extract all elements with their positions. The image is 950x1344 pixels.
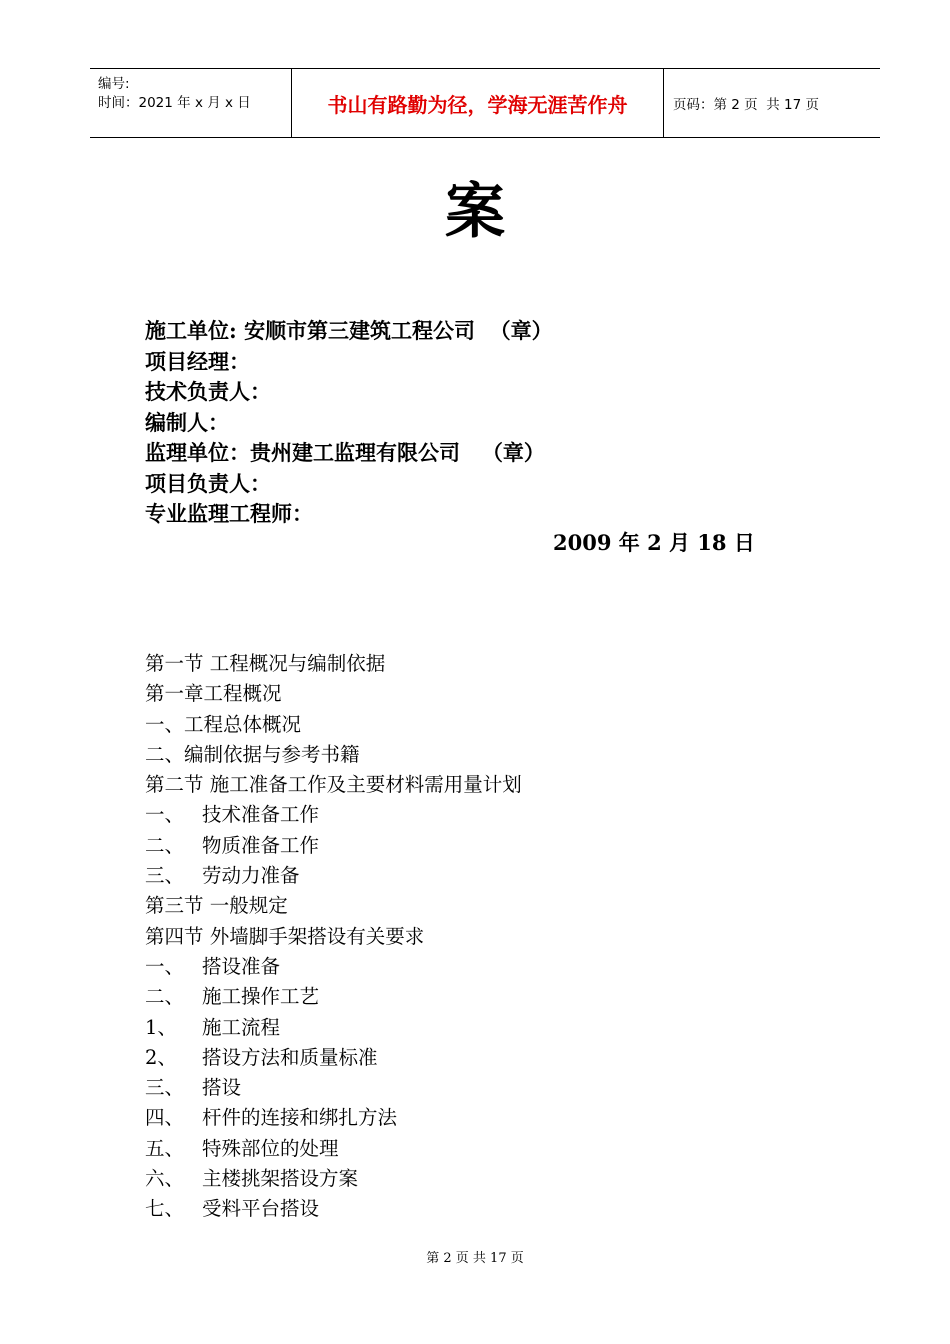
- info-line: 监理单位：贵州建工监理有限公司 （章）: [145, 440, 545, 465]
- info-line: 施工单位: 安顺市第三建筑工程公司 （章）: [145, 318, 553, 343]
- toc-item-text: 劳动力准备: [202, 864, 300, 888]
- toc-item-text: 搭设方法和质量标准: [202, 1045, 378, 1069]
- toc-item: [145, 1043, 522, 1073]
- header-page-info: [664, 69, 880, 137]
- toc-item-number: 二、: [145, 833, 185, 857]
- toc-item: [145, 679, 522, 709]
- toc-item-number: 1、: [145, 1015, 177, 1039]
- toc-item-text: 第二节 施工准备工作及主要材料需用量计划: [145, 773, 522, 797]
- toc-item-text: 受料平台搭设: [202, 1197, 320, 1221]
- header-motto: 书山有路勤为径，学海无涯苦作舟: [291, 69, 664, 137]
- toc-item-number: 二、: [145, 985, 185, 1009]
- title-char: 案: [445, 177, 505, 247]
- toc-item-text: 技术准备工作: [202, 803, 320, 827]
- info-line: 项目负责人：: [145, 470, 271, 496]
- info-line: 专业监理工程师：: [145, 501, 313, 526]
- header-meta: [90, 69, 291, 137]
- toc-item-number: 六、: [145, 1167, 185, 1191]
- toc-item-text: 一、工程总体概况: [145, 712, 302, 736]
- info-line: 技术负责人：: [145, 379, 271, 404]
- document-date: 2009 年 2 月 18 日: [553, 530, 755, 555]
- toc-item-text: 施工流程: [202, 1015, 281, 1039]
- page-header: [90, 68, 880, 138]
- toc-item-number: 三、: [145, 1076, 185, 1100]
- toc-item: [145, 891, 522, 921]
- table-of-contents: [145, 649, 522, 1225]
- page-footer: 第 2 页 共 17 页: [426, 1251, 524, 1266]
- toc-item-number: 一、: [145, 954, 185, 978]
- toc-item: [145, 922, 522, 952]
- info-line: 编制人：: [145, 409, 229, 435]
- toc-item: [145, 770, 522, 800]
- toc-item-number: 七、: [145, 1197, 185, 1221]
- time-label: 时间：2021 年 x 月 x 日: [98, 95, 251, 111]
- toc-item-number: 一、: [145, 803, 185, 827]
- toc-item: [145, 800, 522, 830]
- toc-item: [145, 1013, 522, 1043]
- toc-item-text: 第一节 工程概况与编制依据: [145, 652, 386, 675]
- page-label: 页码：第 2 页 共 17 页: [673, 97, 820, 113]
- toc-item-text: 第三节 一般规定: [145, 894, 288, 918]
- toc-item: [145, 861, 522, 891]
- toc-item: [145, 1134, 522, 1164]
- toc-item: [145, 649, 522, 679]
- info-line: 项目经理：: [145, 348, 250, 374]
- toc-item-text: 第四节 外墙脚手架搭设有关要求: [145, 924, 425, 948]
- toc-item-number: 2、: [145, 1045, 177, 1069]
- toc-item-text: 二、编制依据与参考书籍: [145, 742, 360, 766]
- toc-item-text: 搭设准备: [202, 954, 281, 978]
- toc-item: [145, 982, 522, 1012]
- toc-item-text: 特殊部位的处理: [202, 1136, 339, 1160]
- toc-item: [145, 1103, 522, 1133]
- toc-item: [145, 1073, 522, 1103]
- toc-item-number: 三、: [145, 864, 185, 888]
- toc-item-number: 五、: [145, 1136, 185, 1160]
- code-label: 编号:: [98, 76, 130, 92]
- toc-item-text: 杆件的连接和绑扎方法: [202, 1106, 398, 1130]
- toc-item-text: 物质准备工作: [202, 833, 320, 857]
- toc-item: [145, 740, 522, 770]
- toc-item-number: 四、: [145, 1106, 185, 1130]
- toc-item-text: 搭设: [202, 1076, 242, 1100]
- toc-item: [145, 1194, 522, 1224]
- toc-item: [145, 831, 522, 861]
- toc-item-text: 施工操作工艺: [202, 985, 320, 1009]
- info-block: [145, 316, 553, 530]
- toc-item-text: 第一章工程概况: [145, 682, 282, 706]
- toc-item-text: 主楼挑架搭设方案: [202, 1167, 359, 1191]
- toc-item: [145, 1164, 522, 1194]
- toc-item: [145, 710, 522, 740]
- toc-item: [145, 952, 522, 982]
